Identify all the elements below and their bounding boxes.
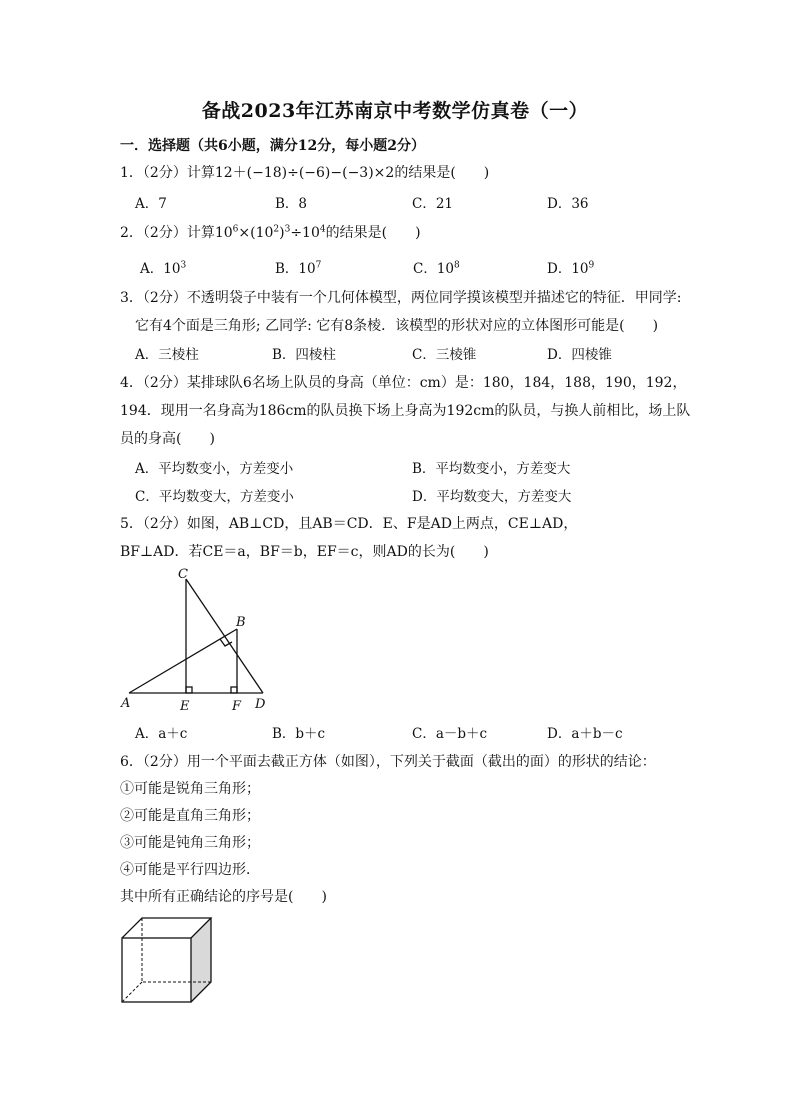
q5-option-a: A．a＋c: [135, 726, 188, 742]
cube-hidden-diagonal: [122, 982, 142, 1002]
q4-option-a: A．平均数变小，方差变小: [135, 461, 294, 477]
q4-option-c: C．平均数变大，方差变小: [135, 489, 294, 505]
page-title: 备战2023年江苏南京中考数学仿真卷（一）: [201, 100, 589, 122]
q2-option-a: A．$10^3$: [140, 260, 187, 277]
label-f: F: [232, 699, 242, 714]
q6-item-3: ③可能是钝角三角形；: [120, 835, 260, 851]
q4-line-3: 员的身高( ): [120, 431, 215, 447]
q2-option-b: B．$10^7$: [275, 260, 322, 277]
q5-option-c: C．a－b＋c: [412, 726, 488, 742]
q5-option-b: B．b＋c: [272, 726, 326, 742]
right-angle-e: [186, 687, 192, 693]
q6-question: 其中所有正确结论的序号是( ): [120, 889, 327, 905]
section-heading: 一．选择题（共6小题，满分12分，每小题2分）: [120, 138, 425, 154]
cube-right-face: [191, 918, 211, 1002]
q3-option-a: A．三棱柱: [135, 347, 199, 363]
q5-option-d: D．a＋b－c: [547, 726, 623, 742]
q3-line-1: 3．（2分）不透明袋子中装有一个几何体模型，两位同学摸该模型并描述它的特征．甲同学:: [120, 290, 682, 306]
right-angle-f: [231, 687, 237, 693]
q1-option-b: B．8: [275, 196, 308, 212]
label-e: E: [180, 699, 190, 714]
q1-option-a: A．7: [135, 196, 167, 212]
q4-option-d: D．平均数变大，方差变大: [412, 489, 572, 505]
label-b: B: [236, 615, 246, 630]
q5-line-2: BF⊥AD．若CE＝a，BF＝b，EF＝c，则AD的长为( ): [120, 544, 489, 560]
cube-front-face: [122, 938, 191, 1002]
label-c: C: [178, 567, 188, 582]
q3-option-d: D．四棱锥: [547, 347, 612, 363]
q6-line-1: 6．（2分）用一个平面去截正方体（如图），下列关于截面（截出的面）的形状的结论：: [120, 754, 656, 770]
q3-line-2: 它有4个面是三角形; 乙同学: 它有8条棱．该模型的形状对应的立体图形可能是( ): [135, 318, 659, 334]
label-a: A: [121, 696, 131, 711]
segment-ab: [129, 629, 237, 693]
q1-option-d: D．36: [547, 196, 589, 212]
q5-triangle-figure: [115, 562, 275, 714]
q5-line-1: 5．（2分）如图，AB⊥CD，且AB＝CD．E、F是AD上两点，CE⊥AD，: [120, 516, 578, 532]
q1-option-c: C．21: [412, 196, 454, 212]
q6-item-2: ②可能是直角三角形；: [120, 808, 260, 824]
q2-stem: 2．（2分）计算$10^6\times(10^2)^3\div 10^4$的结果是( ): [120, 224, 421, 241]
q6-item-1: ①可能是锐角三角形；: [120, 781, 260, 797]
q3-option-b: B．四棱柱: [272, 347, 336, 363]
q4-option-b: B．平均数变小，方差变大: [412, 461, 571, 477]
q4-line-1: 4．（2分）某排球队6名场上队员的身高（单位：cm）是：180，184，188，190，192，: [120, 375, 687, 391]
q3-option-c: C．三棱锥: [412, 347, 477, 363]
cube-figure: [118, 912, 218, 1007]
q2-option-c: C．$10^8$: [413, 260, 460, 277]
q2-option-d: D．$10^9$: [547, 260, 595, 277]
label-d: D: [255, 697, 266, 712]
q6-item-4: ④可能是平行四边形．: [120, 862, 260, 878]
q1-stem: 1．（2分）计算12＋(−18)÷(−6)−(−3)×2的结果是( ): [120, 165, 490, 181]
q4-line-2: 194．现用一名身高为186cm的队员换下场上身高为192cm的队员，与换人前相比，场上队: [120, 403, 691, 419]
